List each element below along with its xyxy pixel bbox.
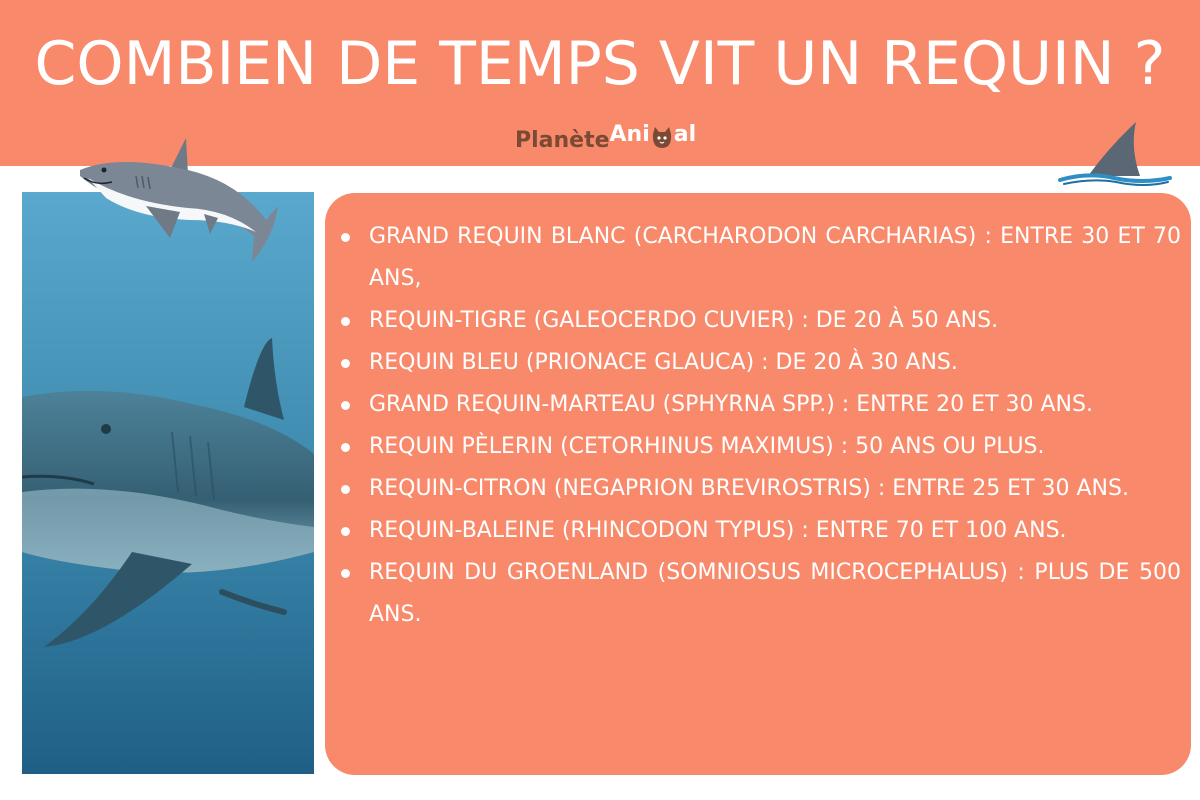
- lifespan-card: [325, 193, 1191, 775]
- list-item: REQUIN DU GROENLAND (SOMNIOSUS MICROCEPHALUS) : PLUS DE 500 ANS.: [369, 552, 1181, 636]
- shark-fin-icon: [1058, 118, 1172, 188]
- list-item: REQUIN-CITRON (NEGAPRION BREVIROSTRIS) : ENTRE 25 ET 30 ANS.: [369, 468, 1181, 510]
- list-item: REQUIN-TIGRE (GALEOCERDO CUVIER) : DE 20 À 50 ANS.: [369, 300, 1181, 342]
- shark-underwater-photo: [22, 192, 314, 774]
- list-item: REQUIN BLEU (PRIONACE GLAUCA) : DE 20 À 30 ANS.: [369, 342, 1181, 384]
- species-lifespan-list: [369, 216, 1181, 636]
- list-item: REQUIN PÈLERIN (CETORHINUS MAXIMUS) : 50 ANS OU PLUS.: [369, 426, 1181, 468]
- logo-text-part1: Planète: [515, 127, 610, 153]
- cat-logo-icon: [651, 126, 673, 155]
- shark-illustration-icon: [78, 136, 283, 268]
- list-item: GRAND REQUIN-MARTEAU (SPHYRNA SPP.) : ENTRE 20 ET 30 ANS.: [369, 384, 1181, 426]
- brand-logo: [515, 120, 696, 160]
- page-title: COMBIEN DE TEMPS VIT UN REQUIN ?: [34, 29, 1166, 99]
- logo-text-part2: Ani: [609, 121, 650, 147]
- logo-text-part3: al: [673, 121, 697, 147]
- list-item: REQUIN-BALEINE (RHINCODON TYPUS) : ENTRE 70 ET 100 ANS.: [369, 510, 1181, 552]
- list-item: GRAND REQUIN BLANC (CARCHARODON CARCHARIAS) : ENTRE 30 ET 70 ANS,: [369, 216, 1181, 300]
